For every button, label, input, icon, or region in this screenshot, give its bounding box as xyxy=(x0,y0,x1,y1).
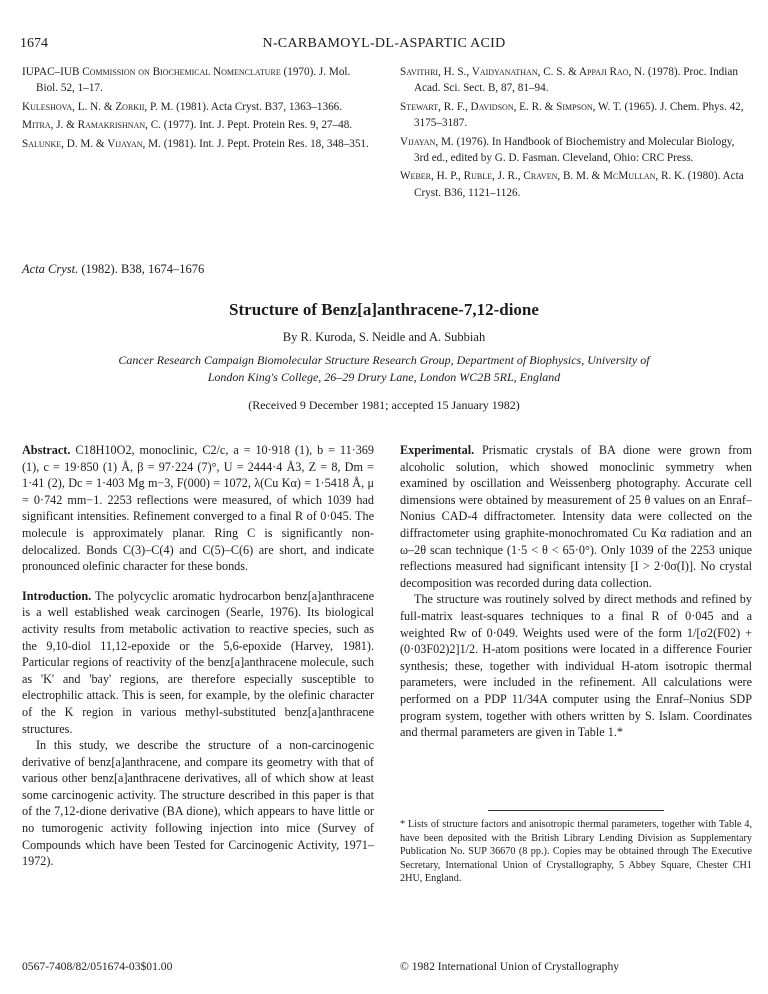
abstract-paragraph: Abstract. C18H10O2, monoclinic, C2/c, a = 10·918 (1), b = 11·369 (1), c = 19·850 (1) Å, β = 97·224 (7)°, U = 2444·4 Å3, Z = 8, Dm = 1·41 (2), Dc = 1·403 Mg m−3, F(000) = 1072, λ(Cu Kα) = 1·5418 Å, μ = 0·742 mm−1. 2253 reflections were measured, of which 1039 had significant intensities. Refinement converged to a final R of 0·045. The molecule is approximately planar. Ring C is significantly non-delocalized. Bonds C(3)–C(4) and C(5)–C(6) are short, and indicate pronounced olefinic character for these bonds. xyxy=(22,443,374,574)
reference-item: IUPAC–IUB Commission on Biochemical Nomenclature (1970). J. Mol. Biol. 52, 1–17. xyxy=(22,66,351,95)
experimental-paragraph: The structure was routinely solved by direct methods and refined by full-matrix least-squares techniques to a final R of 0·045 and a weighted Rw of 0·049. Weights used were of the form 1/[σ2(F02) + (0·03F02)2]1/2. H-atom positions were located in a difference Fourier synthesis; these, together with individual H-atom isotropic thermal parameters, were included in the refinement. All calculations were performed on a PDP 11/34A computer using the Enraf–Nonius SDP program system, together with others written by S. Islam. Coordinates and thermal parameters are given in Table 1.* xyxy=(400,592,752,740)
introduction-paragraph: Introduction. The polycyclic aromatic hydrocarbon benz[a]anthracene is a well established weak carcinogen (Searle, 1976). Its biological activity results from metabolic activation to reactive species, such as the 9,10-diol 11,12-epoxide or the 5,6-epoxide (Harvey, 1981). Particular regions of reactivity of the benz[a]anthracene molecule, such as 'K' and 'bay' regions, are therefore especially susceptible to electrophilic attack. This is seen, for example, by the olefinic character of the K region in various methyl-substituted benz[a]anthracene structures. xyxy=(22,588,374,736)
reference-item: Savithri, H. S., Vaidyanathan, C. S. & Appaji Rao, N. (1978). Proc. Indian Acad. Sci. Sect. B, 87, 81–94. xyxy=(400,66,738,95)
reference-item: Weber, H. P., Ruble, J. R., Craven, B. M. & McMullan, R. K. (1980). Acta Cryst. B36, 1121–1126. xyxy=(400,170,744,199)
body-right-column xyxy=(400,442,752,741)
body-left-column xyxy=(22,442,374,870)
section-heading-introduction: Introduction. xyxy=(22,588,92,603)
copyright-line: © 1982 International Union of Crystallography xyxy=(400,960,620,973)
introduction-paragraph: In this study, we describe the structure of a non-carcinogenic derivative of benz[a]anthracene, and compare its geometry with that of various other benz[a]anthracene derivatives, all of which show at least some carcinogenic activity. The structure described in this paper is that of the 7,12-dione derivative (BA dione), which appears to have little or no tumorogenic activity following injection into mice (Survey of Compounds which have been Tested for Carcinogenic Activity, 1971–1972). xyxy=(22,738,374,869)
page-number: 1674 xyxy=(20,36,48,51)
author-affiliation: Cancer Research Campaign Biomolecular Structure Research Group, Department of Biophysics, University of London King's College, 26–29 Drury Lane, London WC2B 5RL, England xyxy=(118,353,650,384)
received-dates: (Received 9 December 1981; accepted 15 January 1982) xyxy=(248,398,520,412)
article-title: Structure of Benz[a]anthracene-7,12-dione xyxy=(229,300,539,319)
footnote: * Lists of structure factors and anisotropic thermal parameters, together with Table 4, have been deposited with the British Library Lending Division as Supplementary Publication No. SUP 36670 (8 pp.). Copies may be obtained through The Executive Secretary, International Union of Crystallography, 5 Abbey Square, Chester CH1 2HU, England. xyxy=(400,819,752,885)
reference-item: Mitra, J. & Ramakrishnan, C. (1977). Int. J. Pept. Protein Res. 9, 27–48. xyxy=(22,119,353,132)
reference-item: Vijayan, M. (1976). In Handbook of Biochemistry and Molecular Biology, 3rd ed., edited by G. D. Fasman. Cleveland, Ohio: CRC Press. xyxy=(400,135,735,165)
reference-item: Stewart, R. F., Davidson, E. R. & Simpson, W. T. (1965). J. Chem. Phys. 42, 3175–3187. xyxy=(400,100,744,130)
experimental-paragraph: Experimental. Prismatic crystals of BA dione were grown from alcoholic solution, which showed monoclinic symmetry when examined by oscillation and Weissenberg photography. Accurate cell dimensions were obtained by measurement of 25 θ values on an Enraf–Nonius CAD-4 diffractometer. Intensity data were collected on the diffractometer using graphite-monochromated Cu Kα radiation and an ω–2θ scan technique (1·5 < θ < 65·0°). Only 1039 of the 2253 unique reflections measured had significant intensity [I > 2·0σ(I)]. No crystal decomposition was recorded during data collection. xyxy=(400,443,753,590)
journal-citation: Acta Cryst. (1982). B38, 1674–1676 xyxy=(22,262,205,276)
reference-item: Kuleshova, L. N. & Zorkii, P. M. (1981). Acta Cryst. B37, 1363–1366. xyxy=(22,100,343,113)
footnote-rule xyxy=(488,810,664,811)
references-left-column xyxy=(22,64,374,154)
references-right-column xyxy=(400,64,752,203)
section-heading-abstract: Abstract. xyxy=(22,443,71,457)
article-authors: By R. Kuroda, S. Neidle and A. Subbiah xyxy=(282,330,486,344)
running-title: N-CARBAMOYL-DL-ASPARTIC ACID xyxy=(262,36,506,51)
reference-item: Salunke, D. M. & Vijayan, M. (1981). Int. J. Pept. Protein Res. 18, 348–351. xyxy=(22,137,369,150)
issn-line: 0567-7408/82/051674-03$01.00 xyxy=(22,960,173,973)
section-heading-experimental: Experimental. xyxy=(400,443,475,457)
